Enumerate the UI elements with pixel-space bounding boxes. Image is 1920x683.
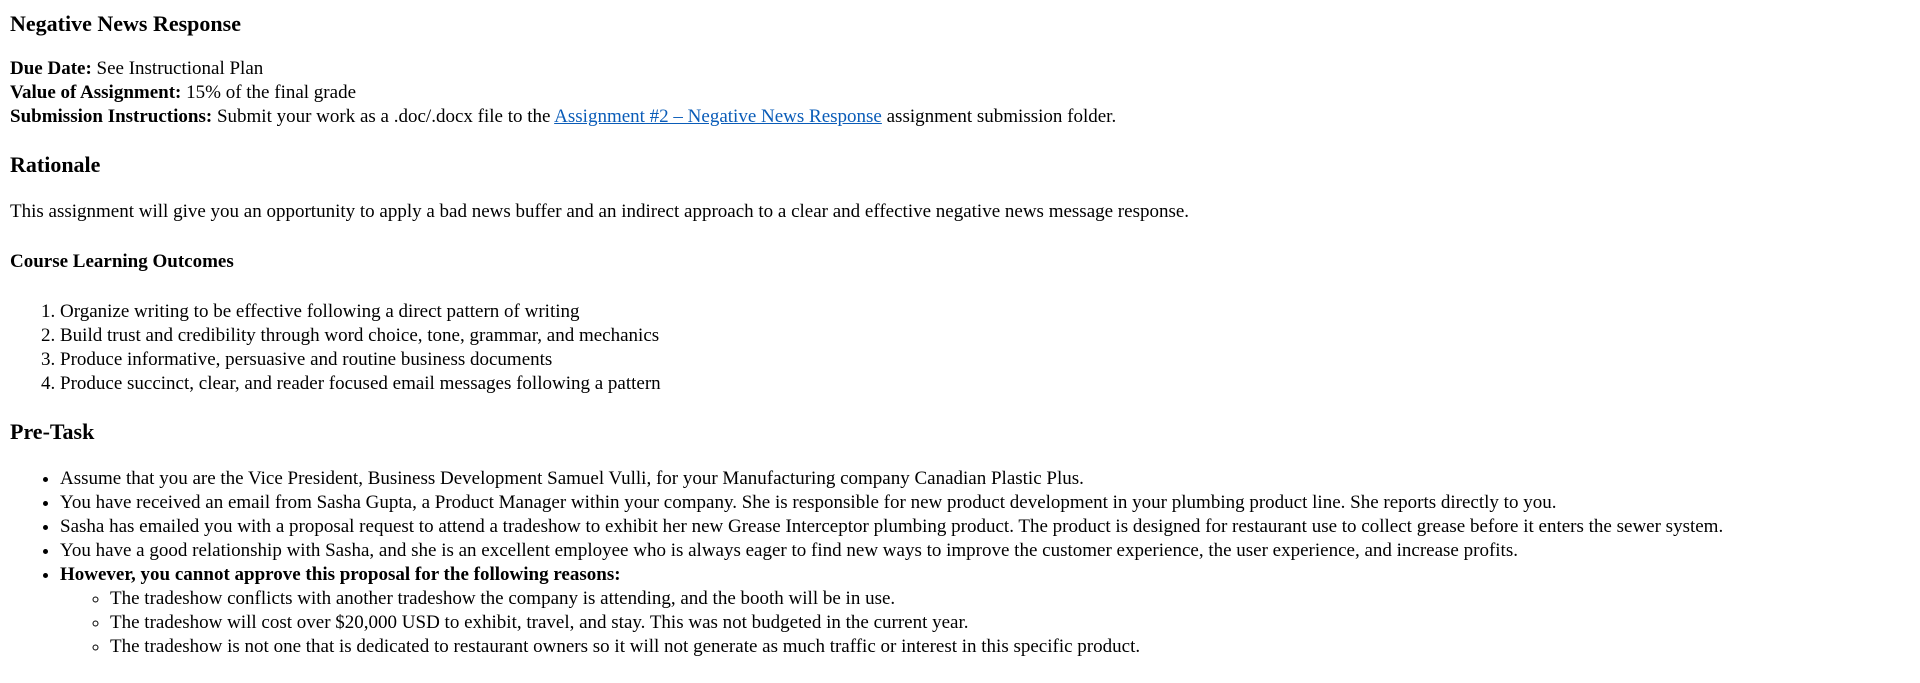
list-item: 1. Organize writing to be effective following a direct pattern of writing <box>60 300 1910 324</box>
reasons-heading: However, you cannot approve this proposal for the following reasons: <box>60 564 621 585</box>
value-line <box>10 81 1910 105</box>
rationale-heading: Rationale <box>10 152 101 177</box>
outcomes-heading: Course Learning Outcomes <box>10 251 234 272</box>
list-item: ◦ The tradeshow conflicts with another tradeshow the company is attending, and the booth will be in use. <box>110 587 1910 611</box>
submission-line <box>10 105 1910 129</box>
pretask-list <box>10 467 1910 659</box>
reasons-list <box>60 587 1910 659</box>
due-date-line <box>10 57 1910 81</box>
list-item: ◦ The tradeshow will cost over $20,000 USD to exhibit, travel, and stay. This was not budgeted in the current year. <box>110 611 1910 635</box>
list-item: • You have received an email from Sasha Gupta, a Product Manager within your company. She is responsible for new product development in your plumbing product line. She reports directly to you. <box>60 491 1910 515</box>
submission-folder-link[interactable]: Assignment #2 – Negative News Response <box>554 106 882 127</box>
value-label: Value of Assignment: <box>10 82 182 103</box>
outcomes-list <box>10 300 1910 396</box>
list-item: 3. Produce informative, persuasive and routine business documents <box>60 348 1910 372</box>
submission-text-post: assignment submission folder. <box>881 106 1117 127</box>
list-item: 4. Produce succinct, clear, and reader focused email messages following a pattern <box>60 372 1910 396</box>
due-date-label: Due Date: <box>10 58 92 79</box>
submission-text-pre: Submit your work as a .doc/.docx file to the <box>212 106 555 127</box>
due-date-value: See Instructional Plan <box>91 58 264 79</box>
list-item: ◦ The tradeshow is not one that is dedicated to restaurant owners so it will not generate as much traffic or interest in this specific product. <box>110 635 1910 659</box>
list-item: • Sasha has emailed you with a proposal request to attend a tradeshow to exhibit her new Grease Interceptor plumbing product. The product is designed for restaurant use to collect grease before it enters the sewer system. <box>60 515 1910 539</box>
reasons-item <box>60 563 1910 659</box>
pretask-heading: Pre-Task <box>10 419 95 444</box>
page-title: Negative News Response <box>10 11 241 36</box>
list-item: • Assume that you are the Vice President, Business Development Samuel Vulli, for your Manufacturing company Canadian Plastic Plus. <box>60 467 1910 491</box>
submission-label: Submission Instructions: <box>10 106 213 127</box>
list-item: 2. Build trust and credibility through word choice, tone, grammar, and mechanics <box>60 324 1910 348</box>
value-value: 15% of the final grade <box>181 82 357 103</box>
rationale-text: This assignment will give you an opportunity to apply a bad news buffer and an indirect approach to a clear and effective negative news message response. <box>10 201 1190 222</box>
assignment-meta <box>10 57 1910 129</box>
list-item: • You have a good relationship with Sasha, and she is an excellent employee who is always eager to find new ways to improve the customer experience, the user experience, and increase profits. <box>60 539 1910 563</box>
